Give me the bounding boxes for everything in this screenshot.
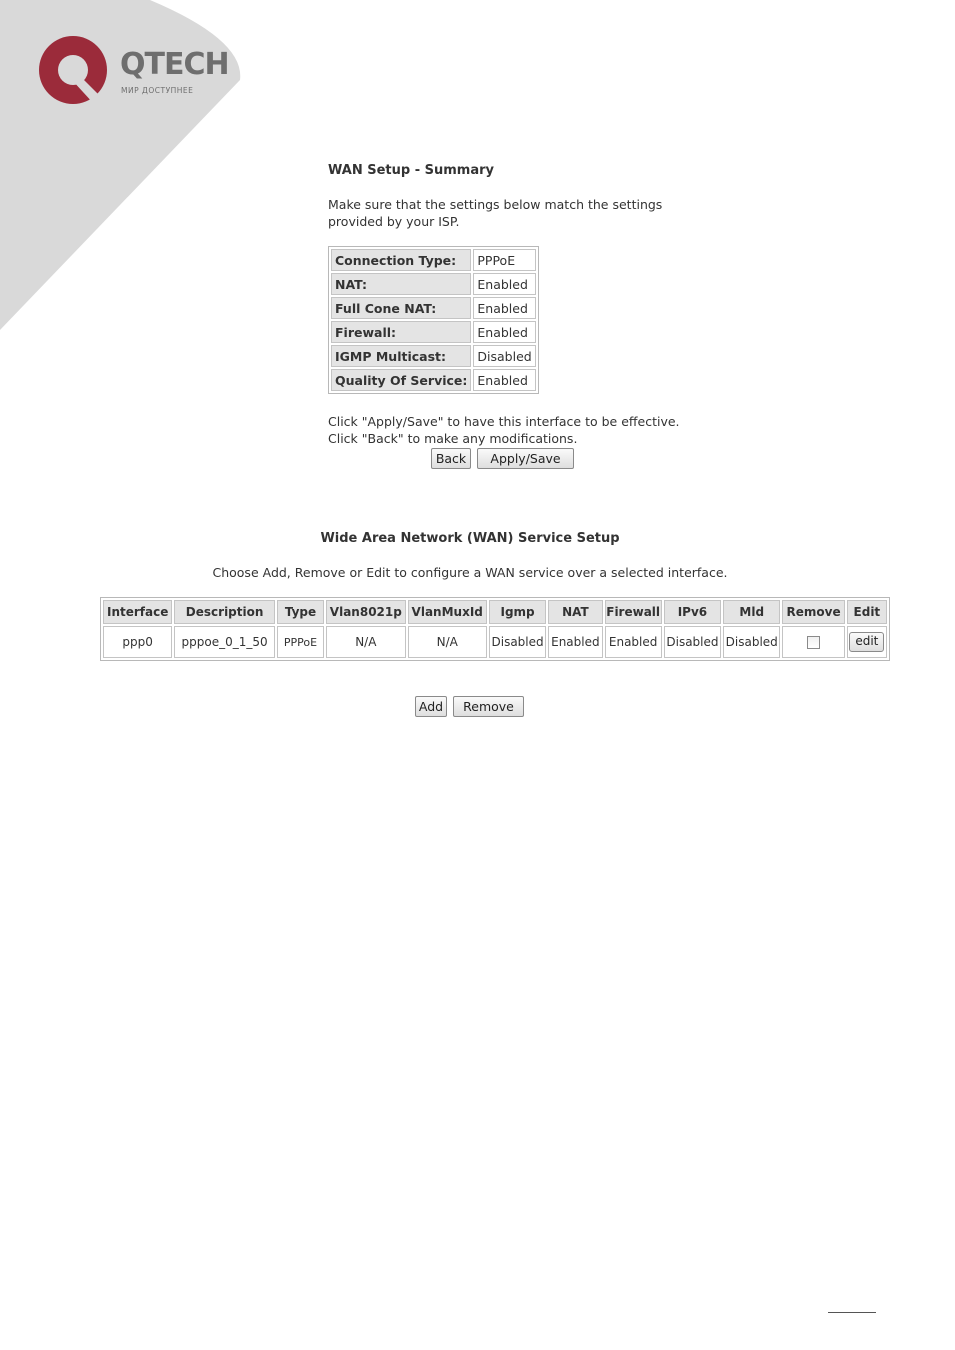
col-header-edit: Edit <box>847 600 887 624</box>
col-header-firewall: Firewall <box>605 600 662 624</box>
col-header-type: Type <box>277 600 324 624</box>
cell-vlanmuxid: N/A <box>408 626 487 658</box>
col-header-igmp: Igmp <box>489 600 546 624</box>
summary-table <box>328 246 539 394</box>
wan-description: Choose Add, Remove or Edit to configure a WAN service over a selected interface. <box>212 565 728 580</box>
summary-key: Full Cone NAT: <box>331 297 471 319</box>
wan-service-table <box>100 597 890 661</box>
summary-value: Enabled <box>473 297 535 319</box>
cell-igmp: Disabled <box>489 626 546 658</box>
brand-name: QTECH <box>120 47 229 82</box>
cell-firewall: Enabled <box>605 626 662 658</box>
col-header-nat: NAT <box>548 600 602 624</box>
summary-row <box>331 345 536 367</box>
cell-edit <box>847 626 887 658</box>
note-back: Click "Back" to make any modifications. <box>328 431 578 446</box>
back-button[interactable]: Back <box>431 448 471 469</box>
col-header-remove: Remove <box>782 600 844 624</box>
col-header-interface: Interface <box>103 600 172 624</box>
col-header-vlan8021p: Vlan8021p <box>326 600 405 624</box>
edit-button[interactable]: edit <box>849 632 884 652</box>
cell-ipv6: Disabled <box>664 626 721 658</box>
brand-tagline: МИР ДОСТУПНЕЕ <box>121 86 194 95</box>
remove-checkbox[interactable] <box>807 636 820 649</box>
summary-description: Make sure that the settings below match the settings provided by your ISP. <box>328 197 663 229</box>
wan-title: Wide Area Network (WAN) Service Setup <box>320 531 620 546</box>
summary-value: Enabled <box>473 321 535 343</box>
table-header-row <box>103 600 887 624</box>
summary-title: WAN Setup - Summary <box>328 163 494 178</box>
cell-mld: Disabled <box>723 626 780 658</box>
summary-key: Connection Type: <box>331 249 471 271</box>
cell-description: pppoe_0_1_50 <box>174 626 275 658</box>
table-row <box>103 626 887 658</box>
summary-key: IGMP Multicast: <box>331 345 471 367</box>
cell-type: PPPoE <box>277 626 324 658</box>
col-header-ipv6: IPv6 <box>664 600 721 624</box>
cell-interface: ppp0 <box>103 626 172 658</box>
summary-key: Firewall: <box>331 321 471 343</box>
summary-row <box>331 297 536 319</box>
summary-note <box>328 413 688 447</box>
cell-remove <box>782 626 844 658</box>
summary-row <box>331 369 536 391</box>
cell-nat: Enabled <box>548 626 602 658</box>
page-number-rule <box>828 1312 876 1313</box>
col-header-vlanmuxid: VlanMuxId <box>408 600 487 624</box>
cell-vlan8021p: N/A <box>326 626 405 658</box>
summary-row <box>331 249 536 271</box>
note-apply: Click "Apply/Save" to have this interface to be effective. <box>328 414 680 429</box>
summary-row <box>331 321 536 343</box>
col-header-description: Description <box>174 600 275 624</box>
col-header-mld: Mld <box>723 600 780 624</box>
summary-key: NAT: <box>331 273 471 295</box>
summary-row <box>331 273 536 295</box>
summary-value: Disabled <box>473 345 535 367</box>
summary-value: Enabled <box>473 273 535 295</box>
summary-value: PPPoE <box>473 249 535 271</box>
summary-value: Enabled <box>473 369 535 391</box>
apply-save-button[interactable]: Apply/Save <box>477 448 574 469</box>
summary-key: Quality Of Service: <box>331 369 471 391</box>
remove-button[interactable]: Remove <box>453 696 524 717</box>
add-button[interactable]: Add <box>415 696 447 717</box>
